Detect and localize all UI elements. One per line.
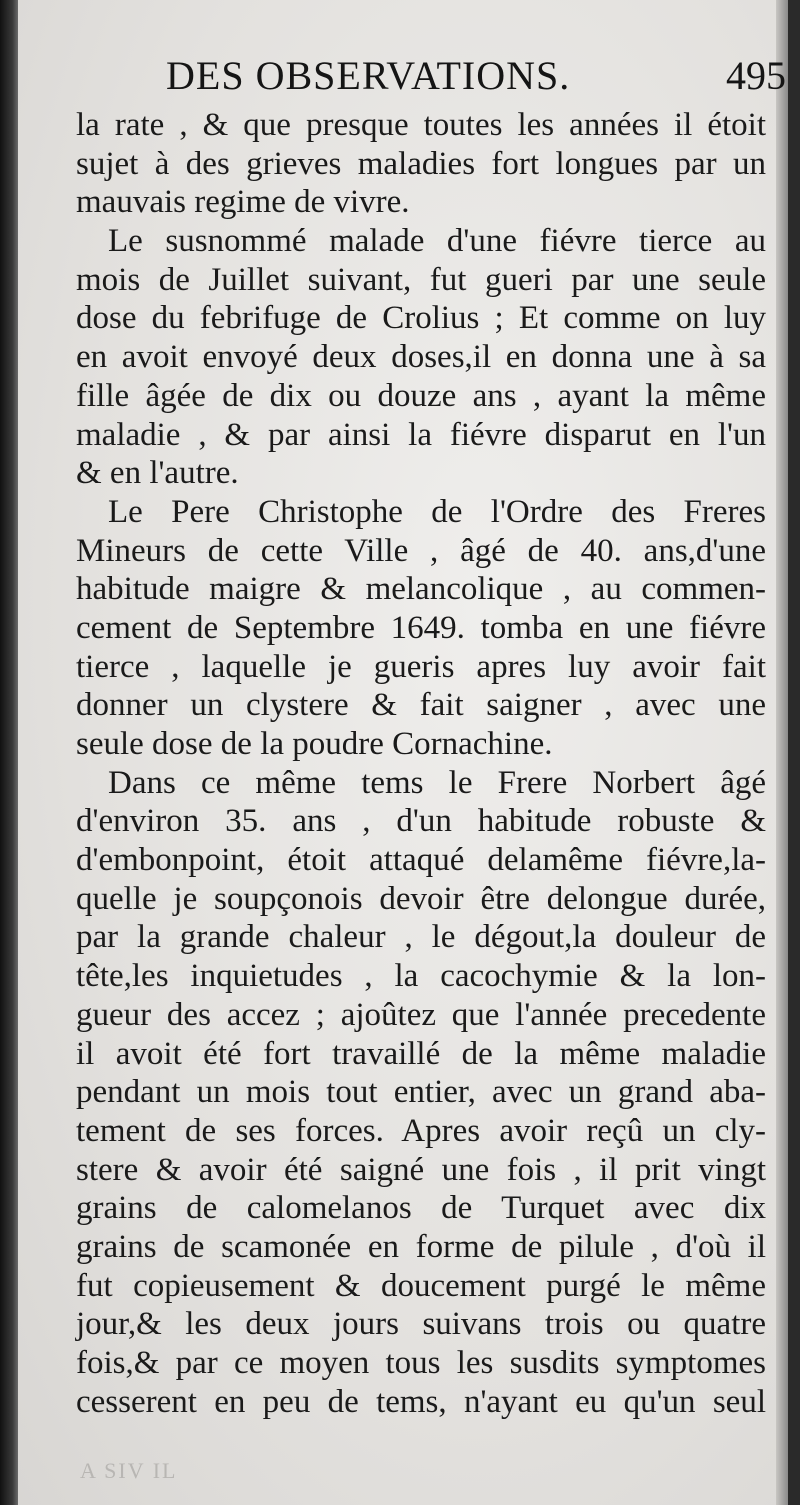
text-line: cement de Septembre 1649. tomba en une fiévre [76,609,766,646]
running-head: DES OBSERVATIONS. [166,53,571,98]
book-page [18,0,788,1505]
text-line: dose du febrifuge de Crolius ; Et comme on luy [76,300,766,337]
text-line: cesserent en peu de tems, n'ayant eu qu'un seul [76,1383,766,1420]
text-line: habitude maigre & melancolique , au commen- [76,571,766,608]
text-line: la rate , & que presque toutes les années il étoit [76,107,766,143]
text-line: & en l'autre. [76,455,239,492]
text-line: mois de Juillet suivant, fut gueri par une seule [76,261,766,298]
text-line: tement de ses forces. Apres avoir reçû un cly- [76,1112,766,1149]
text-line: gueur des accez ; ajoûtez que l'année precedente [76,996,766,1033]
text-line: fois,& par ce moyen tous les susdits symptomes [76,1345,766,1381]
page-gutter-shadow [0,0,18,1505]
text-line: quelle je soupçonois devoir être delongue durée, [76,880,766,917]
page-header [166,52,786,102]
signature-mark: A SIV IL [80,1458,178,1483]
page-edge [776,0,788,1505]
text-line: par la grande chaleur , le dégout,la douleur de [76,919,766,956]
text-line: mauvais regime de vivre. [76,184,410,221]
text-line: d'embonpoint, étoit attaqué delamême fiévre,la- [76,842,766,879]
text-line: Le susnommé malade d'une fiévre tierce au [108,223,766,260]
text-line: seule dose de la poudre Cornachine. [76,726,553,762]
body-text [76,106,766,1421]
text-line: stere & avoir été saigné une fois , il prit vingt [76,1151,766,1188]
text-line: Le Pere Christophe de l'Ordre des Freres [108,493,766,530]
text-line: fille âgée de dix ou douze ans , ayant la même [76,377,766,414]
text-line: en avoit envoyé deux doses,il en donna une à sa [76,339,766,376]
text-line: donner un clystere & fait saigner , avec une [76,687,766,724]
text-line: jour,& les deux jours suivans trois ou quatre [76,1306,766,1343]
text-line: il avoit été fort travaillé de la même maladie [76,1035,766,1072]
text-line: tête,les inquietudes , la cacochymie & la lon- [76,958,766,995]
text-line: fut copieusement & doucement purgé le même [76,1267,766,1304]
text-line: sujet à des grieves maladies fort longues par un [76,145,766,182]
text-line: maladie , & par ainsi la fiévre disparut en l'un [76,416,766,453]
text-line: grains de scamonée en forme de pilule , d'où il [76,1228,766,1265]
page-number: 495 [726,53,786,98]
text-line: grains de calomelanos de Turquet avec dix [76,1190,766,1227]
text-line: Dans ce même tems le Frere Norbert âgé [108,764,766,801]
text-line: Mineurs de cette Ville , âgé de 40. ans,d'une [76,532,766,569]
text-line: d'environ 35. ans , d'un habitude robuste & [76,803,766,840]
text-line: pendant un mois tout entier, avec un grand aba- [76,1074,766,1111]
text-line: tierce , laquelle je gueris apres luy avoir fait [76,648,766,685]
